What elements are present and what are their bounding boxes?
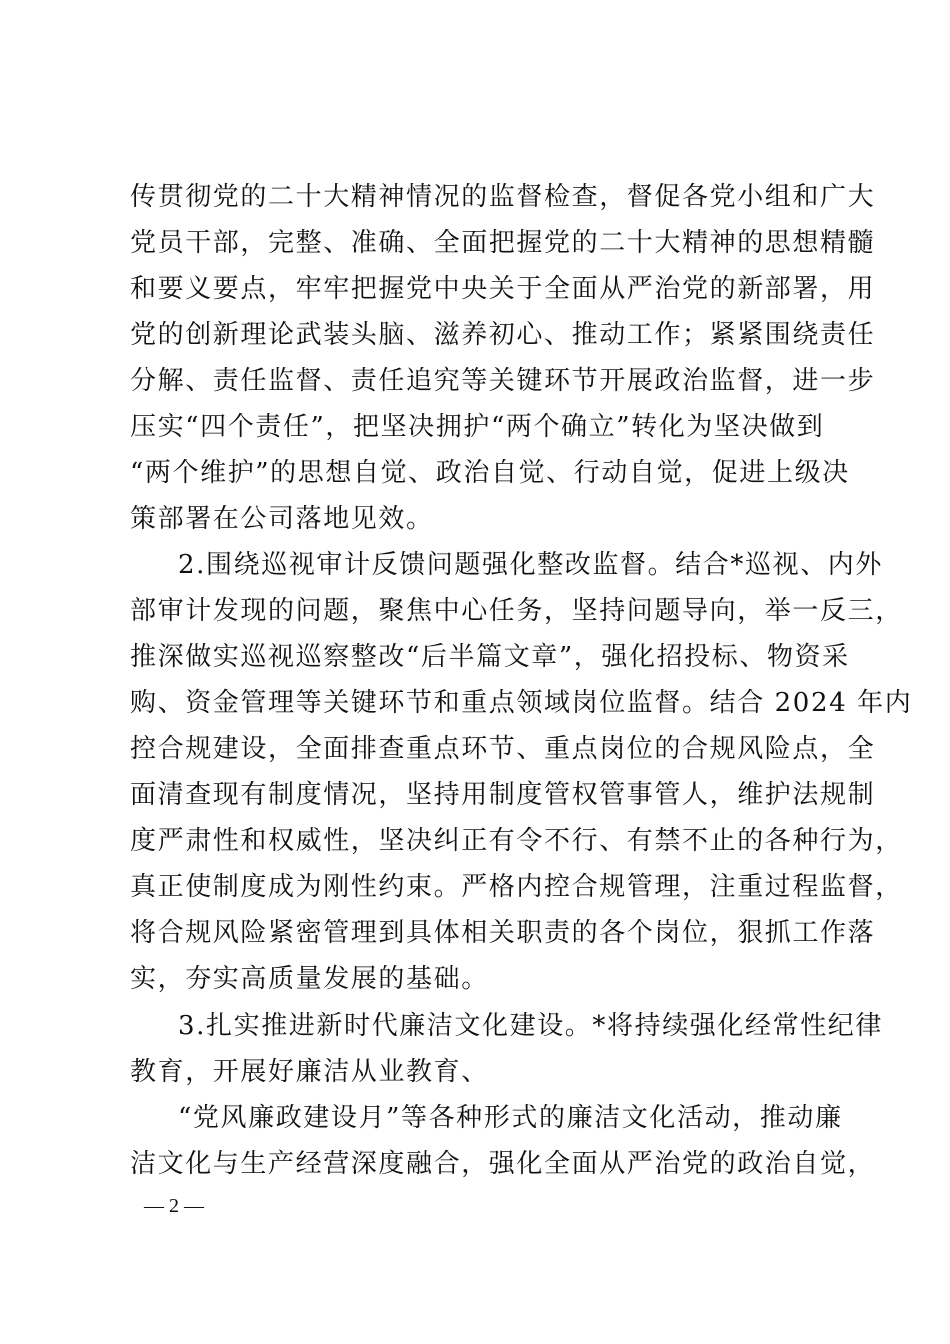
text-line: 真正使制度成为刚性约束。严格内控合规管理，注重过程监督， — [130, 872, 903, 902]
text-line: 分解、责任监督、责任追究等关键环节开展政治监督，进一步 — [130, 366, 876, 396]
section-heading-2: 2.围绕巡视审计反馈问题强化整改监督。结合*巡视、内外 — [178, 550, 884, 580]
text-line: 党员干部，完整、准确、全面把握党的二十大精神的思想精髓 — [130, 228, 876, 258]
text-line: 教育，开展好廉洁从业教育、 — [130, 1057, 489, 1087]
text-line: 控合规建设，全面排查重点环节、重点岗位的合规风险点，全 — [130, 734, 876, 764]
text-line: 策部署在公司落地见效。 — [130, 504, 434, 534]
text-line: 将合规风险紧密管理到具体相关职责的各个岗位，狠抓工作落 — [130, 918, 876, 948]
text-line: “两个维护”的思想自觉、政治自觉、行动自觉，促进上级决 — [130, 458, 850, 488]
text-line: 度严肃性和权威性，坚决纠正有令不行、有禁不止的各种行为， — [130, 826, 903, 856]
section-heading-3: 3.扎实推进新时代廉洁文化建设。*将持续强化经常性纪律 — [178, 1011, 884, 1041]
text-line: 和要义要点，牢牢把握党中央关于全面从严治党的新部署，用 — [130, 274, 876, 304]
text-line: 传贯彻党的二十大精神情况的监督检查，督促各党小组和广大 — [130, 182, 876, 212]
text-line: “党风廉政建设月”等各种形式的廉洁文化活动，推动廉 — [178, 1103, 843, 1133]
text-line: 推深做实巡视巡察整改“后半篇文章”，强化招投标、物资采 — [130, 642, 850, 672]
text-line: 面清查现有制度情况，坚持用制度管权管事管人，维护法规制 — [130, 780, 876, 810]
text-line: 实，夯实高质量发展的基础。 — [130, 964, 489, 994]
text-line: 购、资金管理等关键环节和重点领域岗位监督。结合 2024 年内 — [130, 688, 913, 718]
text-line: 党的创新理论武装头脑、滋养初心、推动工作；紧紧围绕责任 — [130, 320, 876, 350]
text-line: 部审计发现的问题，聚焦中心任务，坚持问题导向，举一反三， — [130, 596, 903, 626]
page-number: — 2 — — [144, 1195, 204, 1217]
text-line: 压实“四个责任”，把坚决拥护“两个确立”转化为坚决做到 — [130, 412, 825, 442]
text-line: 洁文化与生产经营深度融合，强化全面从严治党的政治自觉， — [130, 1149, 876, 1179]
